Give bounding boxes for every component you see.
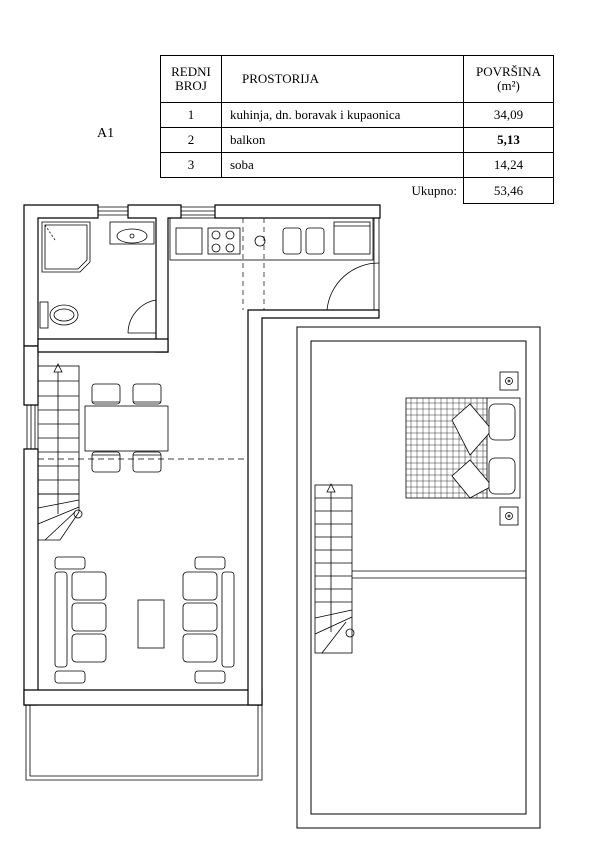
windows bbox=[27, 207, 215, 449]
row-number: 3 bbox=[161, 153, 222, 178]
kitchen-counter bbox=[170, 218, 373, 260]
row-room: balkon bbox=[222, 128, 464, 153]
stair-arrow bbox=[54, 364, 62, 514]
row-number: 2 bbox=[161, 128, 222, 153]
sofa-left bbox=[55, 557, 106, 683]
row-area: 14,24 bbox=[464, 153, 554, 178]
balcony bbox=[26, 705, 262, 780]
hob-burner bbox=[212, 231, 220, 239]
sofa-right bbox=[183, 557, 234, 683]
row-area: 5,13 bbox=[464, 128, 554, 153]
header-number: REDNI BROJ bbox=[161, 56, 222, 103]
staircase bbox=[38, 364, 82, 540]
hob-burner bbox=[226, 244, 234, 252]
hob-burner bbox=[212, 244, 220, 252]
total-label: Ukupno: bbox=[411, 182, 457, 198]
row-room: soba bbox=[222, 153, 464, 178]
dining-table bbox=[85, 384, 168, 472]
entry-door-swing bbox=[327, 263, 379, 310]
row-number: 1 bbox=[161, 103, 222, 128]
coffee-table bbox=[138, 600, 164, 648]
row-area: 34,09 bbox=[464, 103, 554, 128]
header-area-unit: (m²) bbox=[497, 78, 520, 93]
hob-burner bbox=[226, 231, 234, 239]
row-room: kuhinja, dn. boravak i kupaonica bbox=[222, 103, 464, 128]
total-value: 53,46 bbox=[464, 178, 554, 204]
shower-tray bbox=[42, 222, 90, 272]
header-room: PROSTORIJA bbox=[222, 56, 464, 103]
toilet bbox=[40, 302, 78, 328]
header-area-label: POVRŠINA bbox=[475, 64, 541, 80]
bathroom-door-swing bbox=[128, 300, 156, 333]
sink bbox=[110, 222, 154, 244]
upper-floor-plan bbox=[297, 327, 540, 828]
unit-label: A1 bbox=[97, 126, 115, 141]
